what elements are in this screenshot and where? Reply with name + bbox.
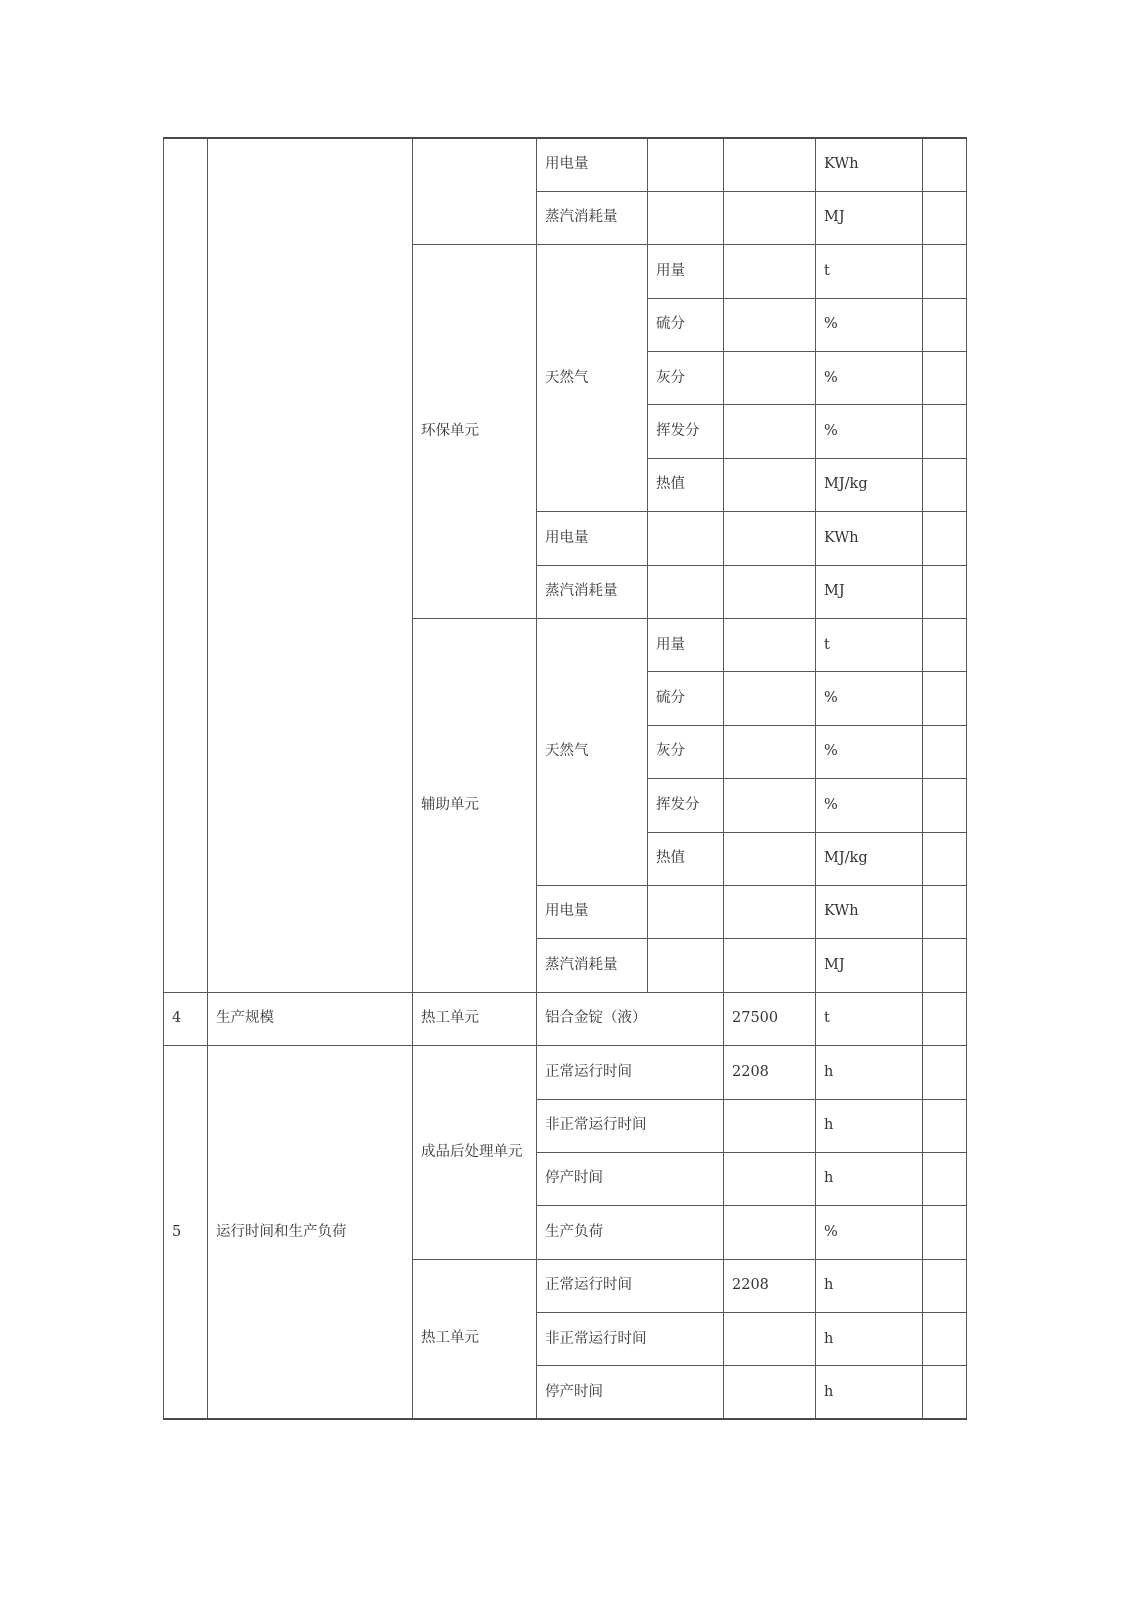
empty-cell bbox=[923, 1313, 967, 1366]
empty-cell bbox=[923, 1259, 967, 1312]
section-number: 5 bbox=[164, 1046, 208, 1420]
value-cell bbox=[724, 619, 816, 672]
unit-label: t bbox=[816, 619, 923, 672]
unit-label: h bbox=[816, 1152, 923, 1205]
value-cell bbox=[724, 405, 816, 458]
unit-label: MJ bbox=[816, 565, 923, 618]
empty-cell bbox=[923, 1206, 967, 1259]
section-category: 生产规模 bbox=[208, 992, 413, 1045]
value-cell bbox=[724, 245, 816, 298]
unit-name-label: 热工单元 bbox=[413, 1259, 537, 1419]
production-data-table bbox=[163, 137, 967, 1420]
section-category: 运行时间和生产负荷 bbox=[208, 1046, 413, 1420]
empty-cell bbox=[923, 779, 967, 832]
sub-item-label: 用量 bbox=[648, 619, 724, 672]
item-label: 蒸汽消耗量 bbox=[537, 939, 648, 992]
value-cell bbox=[724, 1152, 816, 1205]
fuel-label: 天然气 bbox=[537, 619, 648, 886]
document-page-table bbox=[163, 137, 967, 1420]
empty-cell bbox=[648, 565, 724, 618]
section-number: 4 bbox=[164, 992, 208, 1045]
section-category-cell bbox=[208, 138, 413, 992]
empty-cell bbox=[923, 565, 967, 618]
section-number-cell bbox=[164, 138, 208, 992]
item-label: 用电量 bbox=[537, 512, 648, 565]
value-cell: 2208 bbox=[724, 1259, 816, 1312]
unit-label: % bbox=[816, 352, 923, 405]
value-cell bbox=[724, 138, 816, 191]
empty-cell bbox=[923, 619, 967, 672]
unit-label: MJ/kg bbox=[816, 832, 923, 885]
unit-name-label: 热工单元 bbox=[413, 992, 537, 1045]
unit-label: % bbox=[816, 405, 923, 458]
item-label: 生产负荷 bbox=[537, 1206, 724, 1259]
value-cell bbox=[724, 512, 816, 565]
value-cell bbox=[724, 779, 816, 832]
unit-label: % bbox=[816, 1206, 923, 1259]
item-label: 非正常运行时间 bbox=[537, 1313, 724, 1366]
item-label: 停产时间 bbox=[537, 1366, 724, 1419]
item-label: 用电量 bbox=[537, 885, 648, 938]
empty-cell bbox=[648, 939, 724, 992]
item-label: 用电量 bbox=[537, 138, 648, 191]
value-cell bbox=[724, 191, 816, 244]
unit-name-label: 成品后处理单元 bbox=[413, 1046, 537, 1260]
unit-label: % bbox=[816, 672, 923, 725]
empty-cell bbox=[923, 672, 967, 725]
empty-cell bbox=[923, 512, 967, 565]
item-label: 非正常运行时间 bbox=[537, 1099, 724, 1152]
unit-label: MJ bbox=[816, 939, 923, 992]
empty-cell bbox=[923, 725, 967, 778]
empty-cell bbox=[923, 405, 967, 458]
empty-cell bbox=[648, 138, 724, 191]
empty-cell bbox=[648, 885, 724, 938]
item-label: 停产时间 bbox=[537, 1152, 724, 1205]
unit-label: % bbox=[816, 725, 923, 778]
unit-label: h bbox=[816, 1046, 923, 1099]
empty-cell bbox=[923, 1099, 967, 1152]
item-label: 正常运行时间 bbox=[537, 1259, 724, 1312]
unit-name-cell bbox=[413, 138, 537, 245]
empty-cell bbox=[923, 138, 967, 191]
empty-cell bbox=[923, 885, 967, 938]
value-cell bbox=[724, 458, 816, 511]
value-cell bbox=[724, 1206, 816, 1259]
unit-label: KWh bbox=[816, 138, 923, 191]
value-cell bbox=[724, 939, 816, 992]
item-label: 正常运行时间 bbox=[537, 1046, 724, 1099]
value-cell bbox=[724, 832, 816, 885]
empty-cell bbox=[923, 1366, 967, 1419]
unit-label: MJ/kg bbox=[816, 458, 923, 511]
unit-label: h bbox=[816, 1099, 923, 1152]
value-cell: 27500 bbox=[724, 992, 816, 1045]
unit-label: MJ bbox=[816, 191, 923, 244]
value-cell bbox=[724, 298, 816, 351]
value-cell bbox=[724, 352, 816, 405]
unit-label: KWh bbox=[816, 885, 923, 938]
sub-item-label: 灰分 bbox=[648, 725, 724, 778]
unit-label: t bbox=[816, 992, 923, 1045]
empty-cell bbox=[648, 512, 724, 565]
empty-cell bbox=[923, 1046, 967, 1099]
item-label: 铝合金锭（液） bbox=[537, 992, 724, 1045]
value-cell bbox=[724, 1366, 816, 1419]
value-cell: 2208 bbox=[724, 1046, 816, 1099]
sub-item-label: 用量 bbox=[648, 245, 724, 298]
empty-cell bbox=[923, 832, 967, 885]
empty-cell bbox=[923, 191, 967, 244]
empty-cell bbox=[923, 1152, 967, 1205]
unit-label: KWh bbox=[816, 512, 923, 565]
empty-cell bbox=[923, 458, 967, 511]
sub-item-label: 热值 bbox=[648, 832, 724, 885]
value-cell bbox=[724, 725, 816, 778]
item-label: 蒸汽消耗量 bbox=[537, 191, 648, 244]
value-cell bbox=[724, 672, 816, 725]
sub-item-label: 热值 bbox=[648, 458, 724, 511]
empty-cell bbox=[923, 298, 967, 351]
sub-item-label: 硫分 bbox=[648, 298, 724, 351]
unit-name-label: 环保单元 bbox=[413, 245, 537, 619]
unit-label: t bbox=[816, 245, 923, 298]
empty-cell bbox=[648, 191, 724, 244]
unit-label: h bbox=[816, 1313, 923, 1366]
unit-label: % bbox=[816, 779, 923, 832]
empty-cell bbox=[923, 245, 967, 298]
unit-label: h bbox=[816, 1259, 923, 1312]
empty-cell bbox=[923, 992, 967, 1045]
empty-cell bbox=[923, 352, 967, 405]
sub-item-label: 挥发分 bbox=[648, 405, 724, 458]
value-cell bbox=[724, 1313, 816, 1366]
unit-label: h bbox=[816, 1366, 923, 1419]
unit-label: % bbox=[816, 298, 923, 351]
sub-item-label: 挥发分 bbox=[648, 779, 724, 832]
value-cell bbox=[724, 565, 816, 618]
value-cell bbox=[724, 1099, 816, 1152]
fuel-label: 天然气 bbox=[537, 245, 648, 512]
empty-cell bbox=[923, 939, 967, 992]
sub-item-label: 硫分 bbox=[648, 672, 724, 725]
unit-name-label: 辅助单元 bbox=[413, 619, 537, 993]
value-cell bbox=[724, 885, 816, 938]
item-label: 蒸汽消耗量 bbox=[537, 565, 648, 618]
sub-item-label: 灰分 bbox=[648, 352, 724, 405]
